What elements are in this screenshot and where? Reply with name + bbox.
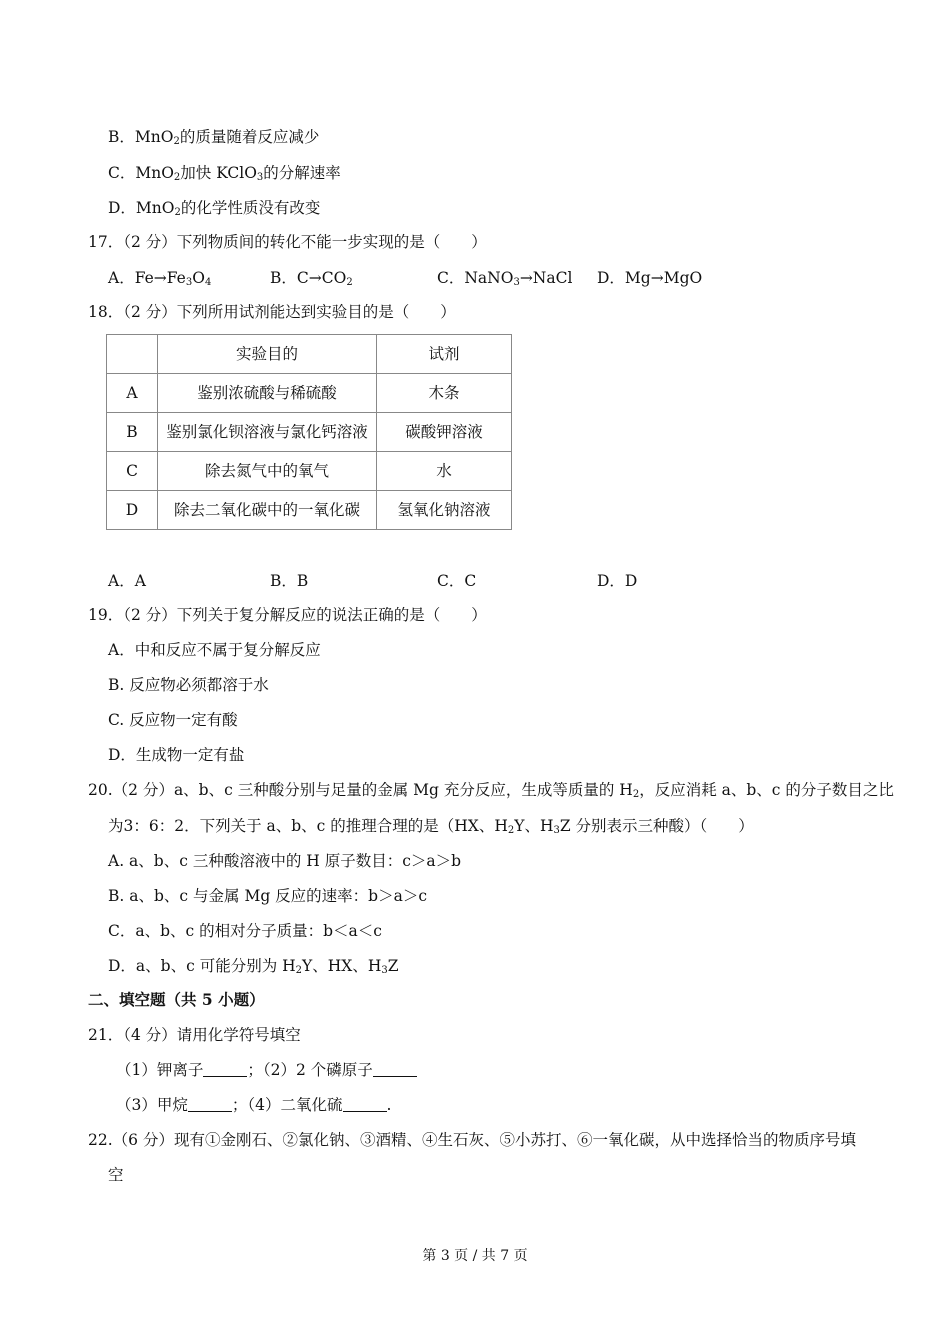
table-cell: A [107, 374, 158, 413]
table-cell: 碳酸钾溶液 [377, 413, 512, 452]
answer-blank[interactable] [373, 1062, 417, 1077]
q18-option-d: D．D [597, 572, 638, 590]
q22-stem-line1: 22.（6 分）现有①金刚石、②氯化钠、③酒精、④生石灰、⑤小苏打、⑥一氧化碳，从中选择恰当的物质序号填 [88, 1131, 856, 1149]
table-row [107, 374, 512, 413]
page-footer: 第 3 页 / 共 7 页 [422, 1248, 528, 1264]
answer-blank[interactable] [188, 1097, 232, 1112]
table-header-cell [107, 335, 158, 374]
table-cell: 水 [377, 452, 512, 491]
answer-blank[interactable] [343, 1097, 387, 1112]
q21-line1: （1）钾离子 ；（2）2 个磷原子 [116, 1059, 417, 1081]
table-row [107, 491, 512, 530]
q17-option-b: B．$C\to CO_2$ [270, 269, 353, 288]
table-cell: D [107, 491, 158, 530]
table-cell: 除去二氧化碳中的一氧化碳 [158, 491, 377, 530]
q19-stem: 19．（2 分）下列关于复分解反应的说法正确的是（ ） [88, 606, 487, 624]
q20-option-a: A. a、b、c 三种酸溶液中的 H 原子数目：c＞a＞b [108, 852, 462, 870]
q20-stem-line1: 20.（2 分）a、b、c 三种酸分别与足量的金属 Mg 充分反应，生成等质量的 $H_2$，反应消耗 a、b、c 的分子数目之比 [88, 781, 894, 800]
q18-option-c: C．C [437, 572, 477, 590]
table-header-row [107, 335, 512, 374]
q21-line2: （3）甲烷 ；（4）二氧化硫 . [116, 1096, 392, 1114]
table-cell: 鉴别浓硫酸与稀硫酸 [158, 374, 377, 413]
table-cell: C [107, 452, 158, 491]
q19-option-d: D．生成物一定有盐 [108, 746, 245, 764]
table-header-cell: 实验目的 [158, 335, 377, 374]
q20-option-c: C．a、b、c 的相对分子质量：b＜a＜c [108, 922, 382, 940]
q19-option-c: C. 反应物一定有酸 [108, 711, 238, 729]
q16-option-c: C．MnO$_2$加快 KClO$_3$的分解速率 [108, 164, 341, 183]
q20-stem-line2: 为3：6：2．下列关于 a、b、c 的推理合理的是（HX、$H_2Y$、$H_3Z$ 分别表示三种酸）（ ） [108, 817, 754, 836]
q16-option-b: B．MnO$_2$的质量随着反应减少 [108, 128, 320, 147]
table-row [107, 452, 512, 491]
q20-option-b: B. a、b、c 与金属 Mg 反应的速率：b＞a＞c [108, 887, 428, 905]
table-cell: 鉴别氯化钡溶液与氯化钙溶液 [158, 413, 377, 452]
answer-blank[interactable] [203, 1062, 247, 1077]
q21-stem: 21．（4 分）请用化学符号填空 [88, 1026, 301, 1044]
table-cell: 氢氧化钠溶液 [377, 491, 512, 530]
q19-option-b: B. 反应物必须都溶于水 [108, 676, 269, 694]
q17-stem: 17．（2 分）下列物质间的转化不能一步实现的是（ ） [88, 233, 487, 251]
q17-option-d: D．Mg→MgO [597, 269, 703, 287]
table-cell: 除去氮气中的氧气 [158, 452, 377, 491]
q19-option-a: A．中和反应不属于复分解反应 [108, 641, 321, 659]
table-header-cell: 试剂 [377, 335, 512, 374]
table-cell: B [107, 413, 158, 452]
table-cell: 木条 [377, 374, 512, 413]
q18-table [106, 334, 512, 530]
q17-option-c: C．NaNO$_3$→NaCl [437, 269, 573, 288]
q22-stem-line2: 空 [108, 1166, 124, 1184]
q18-option-b: B．B [270, 572, 309, 590]
q20-option-d: D．a、b、c 可能分别为 $H_2Y$、HX、$H_3Z$ [108, 957, 399, 976]
table-row [107, 413, 512, 452]
q17-option-a: A．$Fe\to Fe_3O_4$ [108, 269, 212, 288]
q18-stem: 18．（2 分）下列所用试剂能达到实验目的是（ ） [88, 303, 456, 321]
q18-option-a: A．A [108, 572, 146, 590]
q16-option-d: D．MnO$_2$的化学性质没有改变 [108, 199, 321, 218]
section-heading: 二、填空题（共 5 小题） [88, 990, 265, 1009]
